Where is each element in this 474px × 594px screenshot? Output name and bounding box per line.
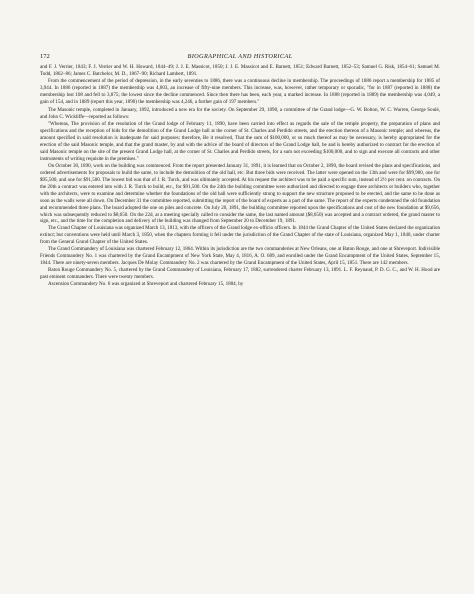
- paragraph-ascension-commandery: Ascension Commandery No. 6 was organized at Shreveport and chartered February 15, 1884, by: [48, 281, 244, 288]
- paragraph-resolution-quote: "Whereas, The provision of the resolution of the Grand lodge of February 11, 1890, have been carried into effect as regards the sale of the temple property, the preparation of plans and specifications and the reception of bids for the demolition of the Grand Lodge hall at the corner of St. Charles and Perdido streets, and the erection thereon of a Masonic temple; and whereas, the amount specified in said resolution is inadequate for said purposes; therefore, Be it resolved, That the sum of $100,000, or so much thereof as may be necessary, is hereby appropriated for the erection of the said Masonic temple, and that the grand master, by and with the advice of the board of directors of the Grand Lodge hall, be and is hereby authorized to contract for the erection of said Masonic temple on the site of the present Grand Lodge hall, at the corner of St. Charles and Perdido streets, for a sum not exceeding $100,000, and to sign and execute all contracts and other instruments of writing requisite in the premises.": [40, 121, 440, 162]
- paragraph-masonic-temple: The Masonic temple, completed in January, 1892, introduced a new era for the society. On September 29, 1890, a committee of the Grand lodge—G. W. Bolton, W. C. Warren, George Soulé, and John C. Wickliffe—reported as follows:: [40, 107, 440, 121]
- paragraph-baton-rouge-commandery: Baton Rouge Commandery No. 5, chartered by the Grand Commandery of Louisiana, February 17, 1882, surrendered charter February 13, 1891. L. F. Reynaud, P. D. G. C., and W. H. Hood are past eminent commanders. There were twenty members.: [40, 267, 440, 281]
- paragraph-grand-chapter: The Grand Chapter of Louisiana was organized March 13, 1813, with the officers of the Grand lodge ex-officio officers. In 1844 the Grand Chapter of the United States declared the organization extinct; but conventions were held until March 3, 1850, when the chapters forming it fell under the jurisdiction of the Grand Chapter of the state of Louisiana, organized May 1, 1848, under charter from the General Grand Chapter of the United States.: [40, 225, 440, 246]
- paragraph-lodge-masters: and F. J. Verrier, 1843; F. J. Verrier and W. H. Howard, 1844–49; J. J. E. Massicot, 1850; J. J. E. Massicot and E. Barnett, 1851; Edward Barnett, 1852–53; Samuel G. Risk, 1854–61; Samuel M. Todd, 1862–86; James C. Batchelor, M. D., 1867–90; Richard Lambert, 1891.: [40, 64, 440, 77]
- paragraph-membership-decline: From the commencement of the period of depression, in the early seventies to 1886, there was a continuous decline in membership. The proceedings of 1886 report a membership for 1885 of 3,944. In 1886 (reported in 1887) the membership was 4,003, an increase of fifty-nine members. This increase, was, however, rather temporary or sporadic, "for in 1887 (reported in 1888) the membership lost 108 and fell to 3,875; the lowest since the decline commenced. Since then there has been, each year, a marked increase. In 1888 (reported in 1889) the membership was 4,049, a gain of 154, and in 1889 (report this year, 1890) the membership was 4,246, a further gain of 197 members.": [40, 77, 440, 105]
- page-number: 172: [40, 53, 50, 60]
- running-title: BIOGRAPHICAL AND HISTORICAL: [187, 53, 293, 60]
- page-header: [40, 52, 440, 62]
- paragraph-building-work: On October 30, 1890, work on the building was commenced. From the report presented January 31, 1891, it is learned that on October 2, 1890, the board revised the plans and specifications, and ordered advertisements for proposals to build the same, to include the demolition of the old hall, etc. But three bids were received. The latter were opened on the 13th and were for $99,900, one for $95,500, and one for $91,500. The lowest bid was that of J. R. Turck, and was ultimately accepted. At his request the architect was to be paid a specific sum, instead of 2½ per cent. on contracts. On the 20th a contract was entered into with J. R. Turck to build, etc., for $91,500. On the 24th the building committee were authorized and directed to engage three architects or builders who, together with the architects, were to examine and determine whether the foundations of the old hall were sufficiently strong to support the new structure proposed to be erected, and the same to be done as soon as the walls were all down. On December 31 the committee reported, submitting the report of the board of experts as a part of the same. The report of the experts condemned the old foundation and recommended three plans. The board adopted the one on piles and concrete. On July 20, 1891, the building committee reported upon the specifications and cost of the new foundation at $9,656, which was subsequently reduced to $8,650. On the 22d, at a meeting specially called to consider the same, the last named amount ($8,650) was accepted and a contract ordered, the grand master to sign, etc., and the time for the completion and delivery of the building was changed from September 20 to December 19, 1891.: [40, 162, 440, 225]
- page-body: [40, 64, 440, 288]
- paragraph-grand-commandery: The Grand Commandery of Louisiana was chartered February 12, 1864. Within its jurisdiction are the two commanderies at New Orleans, one at Baton Rouge, and one at Shreveport. Indivisible Friends Commandery No. 1 was chartered by the Grand Encampment of New York State, May 4, 1816, A. O. 689, and enrolled under the Grand Encampment of the United States, September 15, 1844. There are ninety-seven members. Jacques De Molay Commandery No. 2 was chartered by the Grand Encampment of the United States, April 15, 1851. There are 142 members.: [40, 246, 440, 267]
